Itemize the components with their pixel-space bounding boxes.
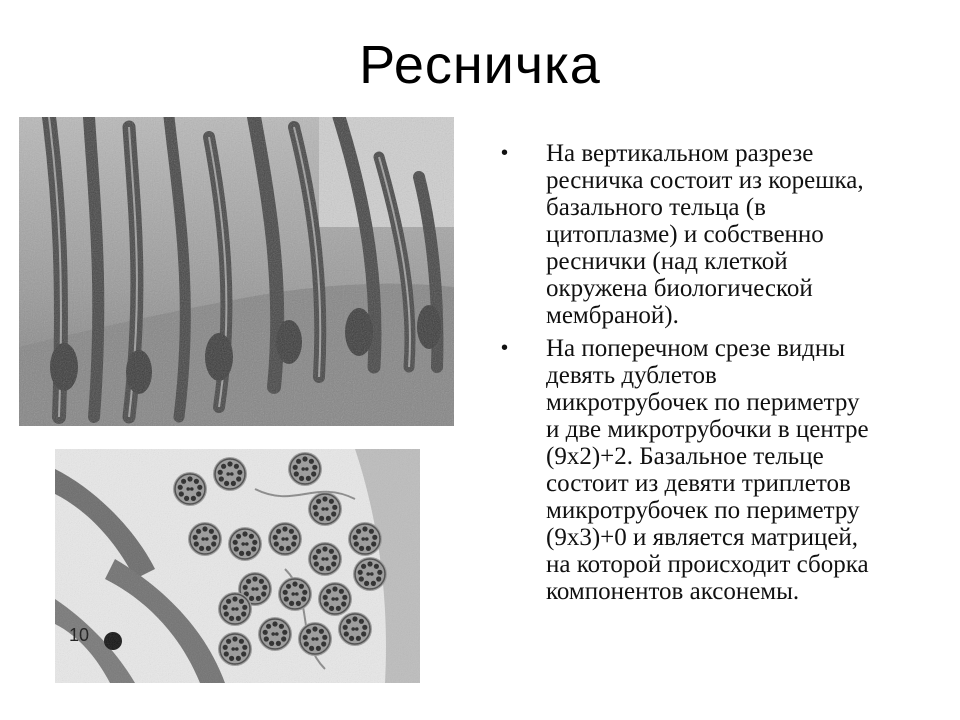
bullet-line: микротрубочек по периметру [546,497,860,524]
bullet-line: окружена биологической [546,275,813,302]
bullet-line: ресничка состоит из корешка, [546,167,864,194]
bullet-line: цитоплазме) и собственно [546,221,824,248]
slide-title: Ресничка [359,35,601,95]
bullet-line: и две микротрубочки в центре [546,416,869,443]
micrograph-longitudinal-section [19,117,454,426]
bullet-line: (9х3)+0 и является матрицей, [546,524,859,551]
bullet-item [495,140,935,329]
bullet-line: На вертикальном разрезе [546,140,814,167]
bullet-dot-icon: • [501,142,509,164]
bullet-line: состоит из девяти триплетов [546,470,851,497]
bullet-line: микротрубочек по периметру [546,389,860,416]
bullet-line: На поперечном срезе видны [546,335,846,362]
bullet-item [495,335,935,605]
bullet-line: девять дублетов [546,362,717,389]
bullet-list [495,140,935,611]
bullet-line: (9х2)+2. Базальное тельце [546,443,824,470]
micrograph-cross-section [55,449,420,683]
bullet-line: компонентов аксонемы. [546,578,800,605]
bullet-line: на которой происходит сборка [546,551,869,578]
bullet-line: мембраной). [546,302,679,329]
bullet-line: базального тельца (в [546,194,766,221]
bullet-dot-icon: • [501,337,509,359]
bullet-line: реснички (над клеткой [546,248,788,275]
